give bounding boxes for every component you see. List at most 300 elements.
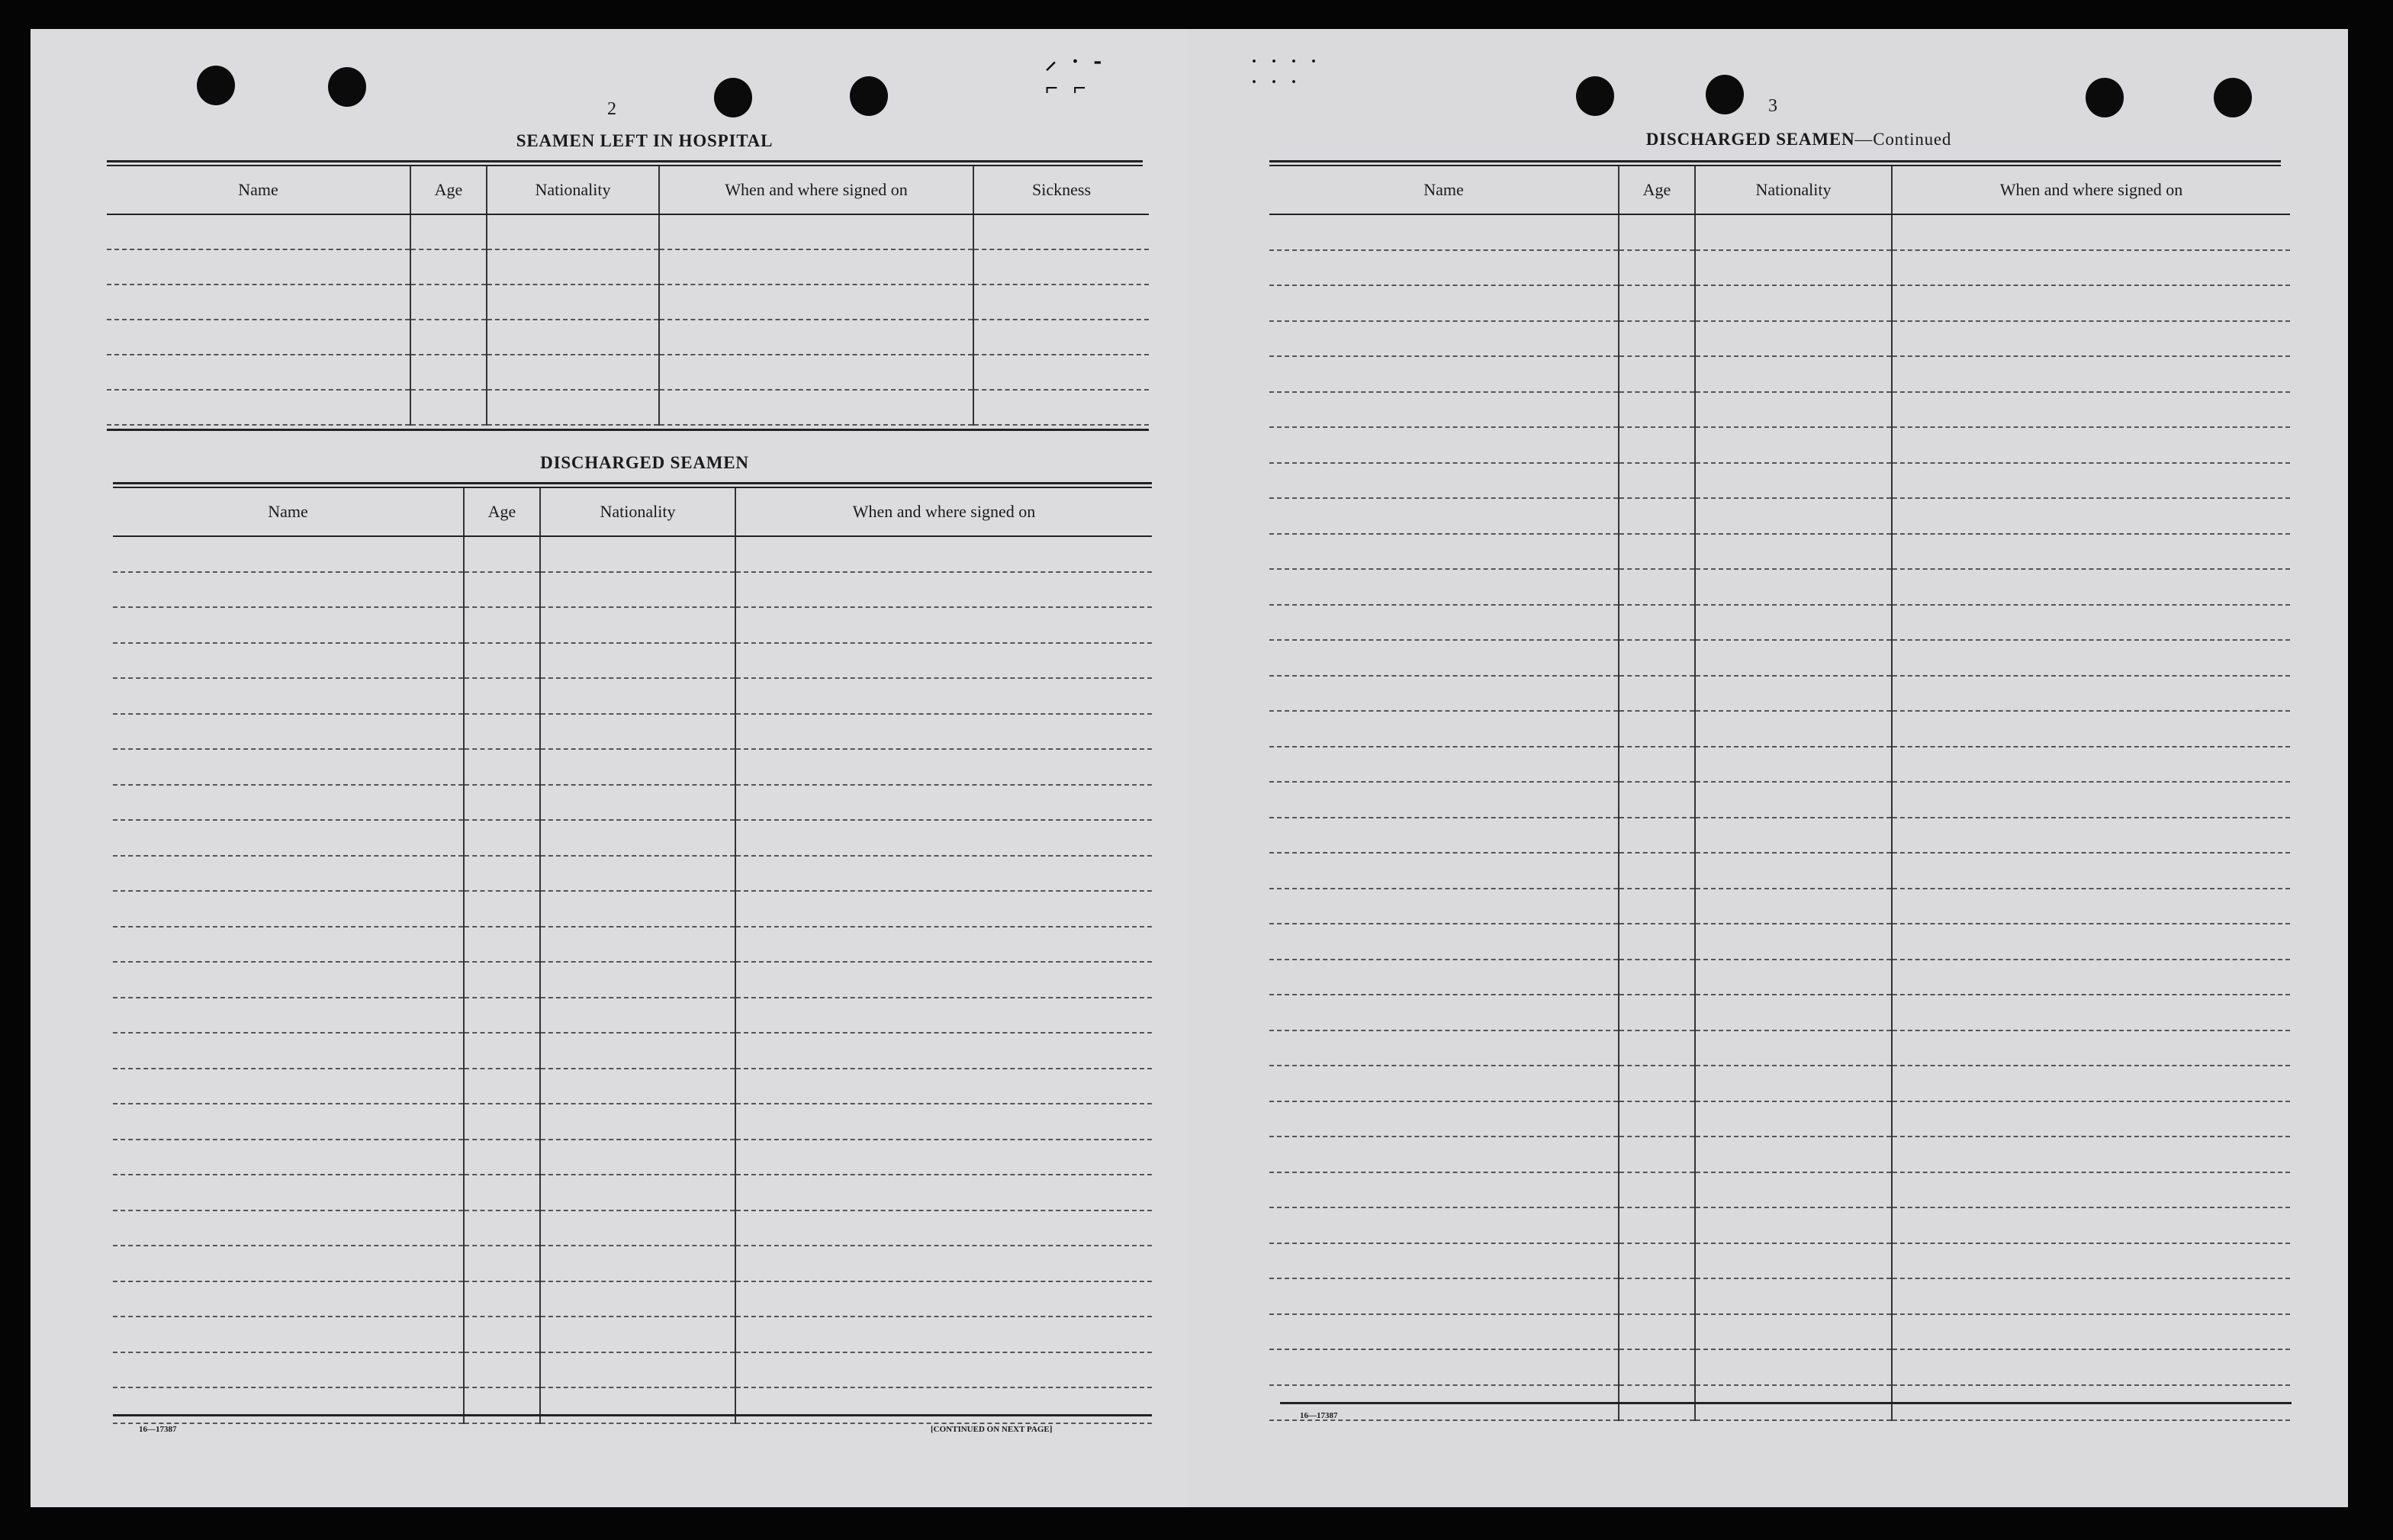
table-cell — [540, 1175, 735, 1210]
table-row — [113, 856, 1152, 892]
table-cell — [1695, 1314, 1892, 1350]
table-cell — [1269, 995, 1619, 1030]
table-cell — [464, 1033, 540, 1069]
punch-hole — [2214, 78, 2252, 117]
table-row — [1269, 605, 2290, 641]
table-cell — [487, 320, 659, 355]
punch-hole — [1576, 76, 1614, 116]
table-header-row — [107, 166, 1149, 214]
table-cell — [464, 1281, 540, 1317]
table-cell — [1892, 214, 2290, 250]
table-cell — [1892, 534, 2290, 570]
table-cell — [1695, 534, 1892, 570]
table-cell — [113, 572, 464, 608]
table-cell — [735, 1281, 1152, 1317]
table-row — [107, 355, 1149, 390]
table-cell — [540, 607, 735, 643]
table-cell — [464, 714, 540, 750]
column-header-signed-on: When and where signed on — [735, 488, 1152, 536]
table-row — [113, 643, 1152, 679]
table-cell — [1269, 392, 1619, 428]
column-header-signed-on: When and where signed on — [1892, 166, 2290, 214]
table-cell — [1695, 747, 1892, 783]
table-cell — [487, 285, 659, 320]
table-cell — [540, 891, 735, 927]
table-cell — [487, 390, 659, 425]
table-cell — [410, 285, 487, 320]
table-cell — [1892, 356, 2290, 392]
table-cell — [113, 891, 464, 927]
table-cell — [1695, 285, 1892, 321]
table-cell — [113, 856, 464, 892]
table-cell — [735, 1033, 1152, 1069]
table-cell — [735, 572, 1152, 608]
table-header-row — [1269, 166, 2290, 214]
table-cell — [735, 891, 1152, 927]
table-row — [1269, 463, 2290, 499]
table-cell — [113, 749, 464, 785]
table-row — [113, 1069, 1152, 1104]
table-cell — [1269, 1207, 1619, 1243]
table-cell — [1619, 356, 1695, 392]
hospital-table-body — [107, 214, 1149, 425]
table-cell — [113, 1033, 464, 1069]
table-row — [1269, 1101, 2290, 1137]
table-cell — [1269, 676, 1619, 712]
table-cell — [1695, 214, 1892, 250]
table-cell — [1619, 995, 1695, 1030]
table-cell — [1619, 605, 1695, 641]
table-row — [1269, 960, 2290, 995]
table-cell — [1695, 1101, 1892, 1137]
table-cell — [1269, 534, 1619, 570]
table-cell — [487, 214, 659, 249]
table-cell — [1695, 1066, 1892, 1101]
table-cell — [1619, 924, 1695, 960]
table-cell — [540, 1387, 735, 1423]
page-number: 3 — [1768, 96, 1777, 116]
table-cell — [735, 962, 1152, 998]
table-cell — [1892, 853, 2290, 889]
table-cell — [735, 1317, 1152, 1352]
table-cell — [540, 1317, 735, 1352]
discharged-table — [113, 488, 1152, 1424]
table-cell — [1619, 392, 1695, 428]
table-cell — [735, 1069, 1152, 1104]
table-cell — [113, 820, 464, 856]
table-cell — [464, 927, 540, 963]
table-row — [113, 891, 1152, 927]
table-cell — [464, 678, 540, 714]
table-cell — [1269, 1137, 1619, 1172]
table-cell — [464, 643, 540, 679]
table-cell — [1892, 1137, 2290, 1172]
column-header-age: Age — [410, 166, 487, 214]
table-cell — [735, 820, 1152, 856]
table-row — [1269, 782, 2290, 818]
table-cell — [735, 536, 1152, 572]
table-cell — [1619, 1314, 1695, 1350]
table-cell — [735, 1210, 1152, 1246]
table-cell — [1695, 1278, 1892, 1314]
table-cell — [540, 1104, 735, 1140]
table-cell — [1619, 1066, 1695, 1101]
table-cell — [1269, 1172, 1619, 1208]
table-cell — [540, 1352, 735, 1388]
table-cell — [113, 962, 464, 998]
table-cell — [659, 355, 973, 390]
table-cell — [113, 1352, 464, 1388]
table-cell — [1892, 1207, 2290, 1243]
table-cell — [1619, 214, 1695, 250]
table-cell — [973, 249, 1149, 285]
table-cell — [1892, 676, 2290, 712]
column-header-age: Age — [464, 488, 540, 536]
table-cell — [735, 678, 1152, 714]
table-cell — [1892, 640, 2290, 676]
left-page — [31, 29, 1190, 1507]
table-cell — [1695, 356, 1892, 392]
table-cell — [1619, 1030, 1695, 1066]
table-cell — [735, 1140, 1152, 1175]
table-cell — [113, 1317, 464, 1352]
table-row — [113, 820, 1152, 856]
table-header-row — [113, 488, 1152, 536]
table-cell — [464, 1352, 540, 1388]
table-cell — [1695, 392, 1892, 428]
table-cell — [1892, 960, 2290, 995]
table-cell — [1892, 711, 2290, 747]
table-row — [113, 1104, 1152, 1140]
table-cell — [113, 1246, 464, 1281]
table-cell — [1619, 818, 1695, 854]
table-row — [107, 285, 1149, 320]
table-cell — [113, 607, 464, 643]
table-row — [113, 927, 1152, 963]
table-cell — [1695, 818, 1892, 854]
table-cell — [1269, 569, 1619, 605]
table-row — [1269, 1349, 2290, 1385]
table-cell — [1695, 1172, 1892, 1208]
table-cell — [735, 607, 1152, 643]
punch-hole — [328, 67, 366, 107]
table-cell — [1695, 1207, 1892, 1243]
table-cell — [540, 536, 735, 572]
table-cell — [464, 1317, 540, 1352]
table-cell — [1695, 640, 1892, 676]
table-cell — [659, 285, 973, 320]
table-cell — [540, 678, 735, 714]
table-cell — [113, 1069, 464, 1104]
table-cell — [735, 927, 1152, 963]
table-cell — [973, 285, 1149, 320]
table-row — [1269, 853, 2290, 889]
table-row — [1269, 1030, 2290, 1066]
table-cell — [1695, 960, 1892, 995]
table-cell — [1892, 321, 2290, 357]
table-cell — [1619, 853, 1695, 889]
table-cell — [540, 998, 735, 1034]
table-cell — [1695, 995, 1892, 1030]
table-row — [113, 1281, 1152, 1317]
table-cell — [1695, 711, 1892, 747]
table-cell — [1619, 569, 1695, 605]
table-row — [107, 214, 1149, 249]
table-cell — [1695, 676, 1892, 712]
table-cell — [540, 1281, 735, 1317]
table-row — [1269, 285, 2290, 321]
table-row — [107, 390, 1149, 425]
table-cell — [464, 536, 540, 572]
table-cell — [1892, 392, 2290, 428]
table-cell — [1892, 1101, 2290, 1137]
table-cell — [1269, 818, 1619, 854]
table-cell — [540, 785, 735, 821]
table-cell — [107, 214, 410, 249]
table-row — [1269, 356, 2290, 392]
table-cell — [464, 1104, 540, 1140]
table-row — [1269, 889, 2290, 924]
handwritten-mark: · · · · · · · — [1251, 52, 1322, 92]
table-cell — [1619, 534, 1695, 570]
table-cell — [735, 1387, 1152, 1423]
table-row — [1269, 569, 2290, 605]
table-cell — [1269, 321, 1619, 357]
table-row — [113, 714, 1152, 750]
table-cell — [113, 536, 464, 572]
table-cell — [1619, 1243, 1695, 1279]
table-row — [1269, 498, 2290, 534]
column-header-name: Name — [107, 166, 410, 214]
table-row — [1269, 1207, 2290, 1243]
table-cell — [1619, 285, 1695, 321]
table-bottom-rule — [113, 1414, 1152, 1416]
punch-hole — [2086, 78, 2124, 117]
table-row — [1269, 321, 2290, 357]
table-cell — [1695, 605, 1892, 641]
table-cell — [487, 249, 659, 285]
table-row — [1269, 747, 2290, 783]
table-row — [1269, 1243, 2290, 1279]
table-cell — [1892, 782, 2290, 818]
table-cell — [1892, 427, 2290, 463]
table-row — [113, 1317, 1152, 1352]
table-cell — [1695, 889, 1892, 924]
table-cell — [464, 891, 540, 927]
table-cell — [464, 1246, 540, 1281]
handwritten-mark: ⸝ · ⁃ ⌐ ⌐ — [1045, 49, 1106, 101]
table-cell — [1892, 747, 2290, 783]
table-cell — [1892, 924, 2290, 960]
table-row — [113, 1210, 1152, 1246]
table-cell — [540, 1210, 735, 1246]
table-cell — [1695, 1243, 1892, 1279]
punch-hole — [1706, 75, 1744, 114]
table-cell — [1269, 853, 1619, 889]
table-cell — [1695, 782, 1892, 818]
column-header-name: Name — [113, 488, 464, 536]
table-cell — [410, 355, 487, 390]
table-cell — [113, 998, 464, 1034]
table-cell — [1269, 782, 1619, 818]
double-rule — [107, 160, 1143, 166]
section-title-discharged: DISCHARGED SEAMEN — [540, 453, 749, 472]
table-row — [1269, 427, 2290, 463]
table-cell — [1892, 498, 2290, 534]
table-cell — [1695, 569, 1892, 605]
table-cell — [1619, 1349, 1695, 1385]
table-cell — [1892, 995, 2290, 1030]
table-cell — [1695, 250, 1892, 286]
table-cell — [1892, 1278, 2290, 1314]
table-cell — [113, 1281, 464, 1317]
table-cell — [1269, 356, 1619, 392]
table-row — [113, 749, 1152, 785]
table-cell — [113, 1140, 464, 1175]
table-cell — [487, 355, 659, 390]
table-cell — [540, 1033, 735, 1069]
table-cell — [464, 856, 540, 892]
table-cell — [1619, 1278, 1695, 1314]
table-cell — [1892, 818, 2290, 854]
table-cell — [107, 320, 410, 355]
table-cell — [410, 249, 487, 285]
table-row — [1269, 1314, 2290, 1350]
table-cell — [113, 927, 464, 963]
column-header-name: Name — [1269, 166, 1619, 214]
table-cell — [1619, 250, 1695, 286]
table-cell — [1619, 427, 1695, 463]
table-cell — [113, 785, 464, 821]
table-cell — [1619, 711, 1695, 747]
table-cell — [107, 285, 410, 320]
section-title-hospital: SEAMEN LEFT IN HOSPITAL — [516, 131, 774, 150]
table-cell — [1892, 1314, 2290, 1350]
table-row — [113, 1175, 1152, 1210]
section-title-discharged-continued — [1517, 130, 2081, 149]
table-cell — [540, 962, 735, 998]
table-cell — [113, 1387, 464, 1423]
table-cell — [1892, 285, 2290, 321]
table-cell — [1619, 321, 1695, 357]
table-cell — [1619, 640, 1695, 676]
table-cell — [735, 714, 1152, 750]
column-header-sickness: Sickness — [973, 166, 1149, 214]
table-cell — [464, 785, 540, 821]
table-cell — [1269, 711, 1619, 747]
table-row — [113, 998, 1152, 1034]
table-cell — [1619, 960, 1695, 995]
column-header-nationality: Nationality — [540, 488, 735, 536]
table-cell — [540, 643, 735, 679]
table-row — [113, 785, 1152, 821]
table-cell — [1269, 605, 1619, 641]
table-cell — [1269, 1066, 1619, 1101]
table-cell — [113, 714, 464, 750]
table-cell — [1892, 889, 2290, 924]
table-cell — [540, 927, 735, 963]
table-cell — [1619, 1137, 1695, 1172]
table-cell — [1695, 1030, 1892, 1066]
table-row — [1269, 392, 2290, 428]
table-cell — [735, 1175, 1152, 1210]
punch-hole — [850, 76, 888, 116]
table-cell — [1695, 321, 1892, 357]
table-row — [113, 607, 1152, 643]
table-cell — [659, 320, 973, 355]
table-cell — [1695, 924, 1892, 960]
table-cell — [1619, 676, 1695, 712]
table-cell — [540, 749, 735, 785]
column-header-nationality: Nationality — [1695, 166, 1892, 214]
table-row — [113, 1140, 1152, 1175]
punch-hole — [714, 78, 752, 117]
form-number: 16—17387 — [1300, 1411, 1338, 1420]
table-cell — [735, 785, 1152, 821]
table-row — [1269, 250, 2290, 286]
table-cell — [735, 998, 1152, 1034]
table-cell — [973, 214, 1149, 249]
table-cell — [464, 1140, 540, 1175]
table-cell — [973, 355, 1149, 390]
table-cell — [464, 1175, 540, 1210]
table-row — [1269, 676, 2290, 712]
table-row — [1269, 1137, 2290, 1172]
table-cell — [464, 572, 540, 608]
table-cell — [1619, 747, 1695, 783]
table-row — [113, 536, 1152, 572]
table-cell — [1269, 640, 1619, 676]
table-cell — [464, 607, 540, 643]
table-cell — [113, 1104, 464, 1140]
table-cell — [1892, 1066, 2290, 1101]
table-cell — [1269, 427, 1619, 463]
table-cell — [1695, 463, 1892, 499]
table-cell — [410, 214, 487, 249]
section-title-text: DISCHARGED SEAMEN — [1645, 130, 1855, 149]
table-cell — [410, 320, 487, 355]
table-cell — [1269, 285, 1619, 321]
table-cell — [410, 390, 487, 425]
table-cell — [659, 249, 973, 285]
column-header-age: Age — [1619, 166, 1695, 214]
table-cell — [113, 678, 464, 714]
double-rule — [113, 482, 1152, 488]
table-cell — [973, 320, 1149, 355]
table-row — [1269, 534, 2290, 570]
table-cell — [1695, 853, 1892, 889]
table-row — [113, 1033, 1152, 1069]
table-row — [1269, 1066, 2290, 1101]
column-header-nationality: Nationality — [487, 166, 659, 214]
table-cell — [1619, 498, 1695, 534]
table-cell — [113, 1210, 464, 1246]
table-cell — [735, 1104, 1152, 1140]
table-cell — [1619, 782, 1695, 818]
discharged-continued-table-body — [1269, 214, 2290, 1420]
table-cell — [735, 643, 1152, 679]
table-cell — [659, 214, 973, 249]
table-row — [113, 1352, 1152, 1388]
column-header-signed-on: When and where signed on — [659, 166, 973, 214]
table-cell — [1269, 214, 1619, 250]
table-cell — [1619, 1101, 1695, 1137]
table-cell — [1695, 1349, 1892, 1385]
table-cell — [1695, 1137, 1892, 1172]
table-row — [1269, 1172, 2290, 1208]
table-cell — [973, 390, 1149, 425]
double-rule — [1269, 160, 2281, 166]
